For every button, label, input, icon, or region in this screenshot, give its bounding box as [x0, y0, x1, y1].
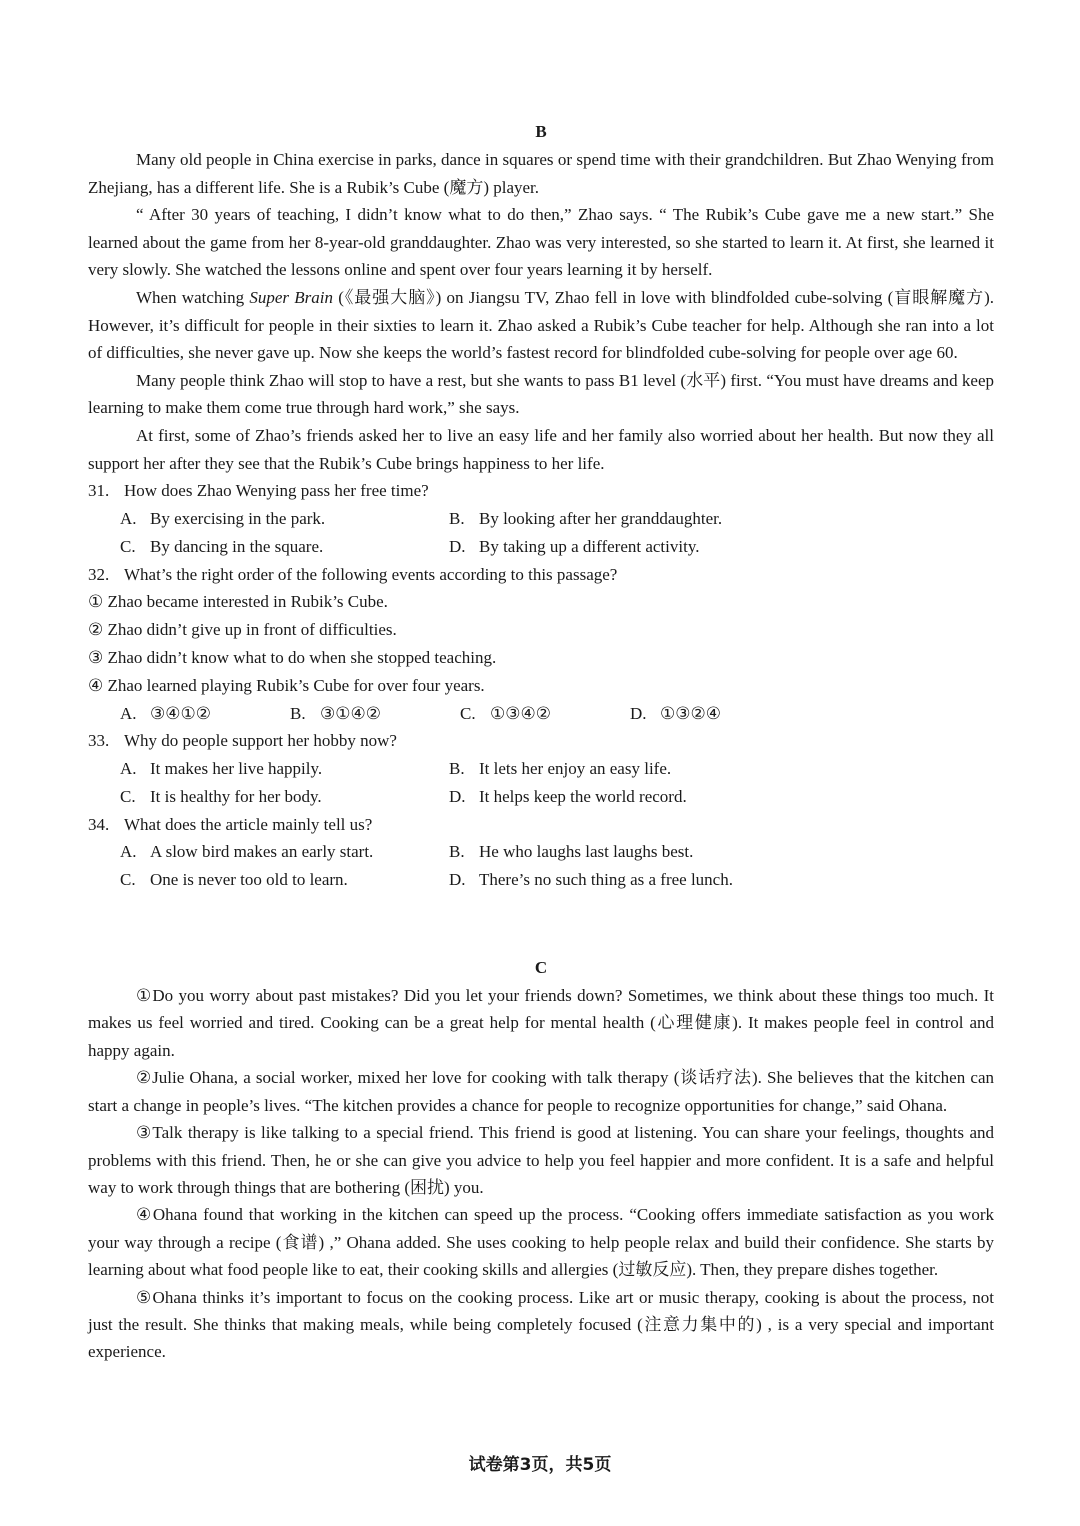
page-footer: 试卷第3页，共5页	[468, 1455, 612, 1475]
question-33-options-row-1	[88, 755, 994, 783]
option-a[interactable]: A. It makes her live happily.	[120, 759, 323, 779]
passage-b-paragraph-5: At first, some of Zhao’s friends asked her to live an easy life and her family also worried about her health. But now they all support her after they see that the Rubik’s Cube brings happiness to her life.	[88, 425, 994, 473]
question-34-options-row-2	[88, 866, 994, 894]
passage-c-paragraph-3: ③Talk therapy is like talking to a special friend. This friend is good at listening. You can share your feelings, thoughts and problems with this friend. Then, he or she can give you advice to help you feel happier and more confident. It is a safe and helpful way to work through things that are bothering (困扰) you.	[88, 1123, 994, 1197]
option-d[interactable]: D. ①③②④	[630, 703, 721, 723]
option-b[interactable]: B. By looking after her granddaughter.	[449, 508, 723, 528]
option-a[interactable]: A. By exercising in the park.	[120, 508, 326, 528]
option-d[interactable]: D. It helps keep the world record.	[449, 786, 687, 806]
passage-b-paragraph-3: When watching Super Brain (《最强大脑》) on Jiangsu TV, Zhao fell in love with blindfolded cube-solving (盲眼解魔方). However, it’s difficult for people in their sixties to learn it. Zhao asked a Rubik’s Cube teacher for help. Although she ran into a lot of difficulties, she never gave up. Now she keeps the world’s fastest record for blindfolded cube-solving for people over age 60.	[88, 287, 995, 363]
event-item-4: ④ Zhao learned playing Rubik’s Cube for over four years.	[88, 675, 485, 695]
option-c[interactable]: C. By dancing in the square.	[120, 536, 324, 556]
option-b[interactable]: B. ③①④②	[290, 703, 381, 723]
event-item-3: ③ Zhao didn’t know what to do when she stopped teaching.	[88, 647, 497, 667]
question-34: 34. What does the article mainly tell us?	[88, 814, 373, 834]
section-b-title: B	[535, 122, 547, 141]
question-32: 32. What’s the right order of the following events according to this passage?	[88, 564, 618, 584]
option-b[interactable]: B. He who laughs last laughs best.	[449, 842, 694, 862]
passage-c-paragraph-1: ①Do you worry about past mistakes? Did you let your friends down? Sometimes, we think about these things too much. It makes us feel worried and tired. Cooking can be a great help for mental health (心理健康). It makes people feel in control and happy again.	[88, 986, 994, 1060]
option-a[interactable]: A. ③④①②	[120, 703, 211, 723]
option-d[interactable]: D. There’s no such thing as a free lunch.	[449, 870, 733, 890]
passage-c-paragraph-5: ⑤Ohana thinks it’s important to focus on the cooking process. Like art or music therapy, cooking is about the process, not just the result. She thinks that making meals, while being completely focused (注意力集中的) , is a very special and important experience.	[88, 1287, 994, 1362]
exam-page	[88, 118, 994, 1366]
question-33: 33. Why do people support her hobby now?	[88, 731, 397, 751]
tv-show-title: Super Brain	[249, 287, 333, 307]
section-c-title: C	[534, 958, 548, 978]
option-d[interactable]: D. By taking up a different activity.	[449, 536, 700, 556]
option-b[interactable]: B. It lets her enjoy an easy life.	[449, 759, 672, 779]
question-34-options-row-1	[88, 838, 994, 866]
question-33-options-row-2	[88, 783, 994, 811]
passage-b-paragraph-1: Many old people in China exercise in parks, dance in squares or spend time with their grandchildren. But Zhao Wenying from Zhejiang, has a different life. She is a Rubik’s Cube (魔方) player.	[88, 150, 994, 197]
option-c[interactable]: C. One is never too old to learn.	[120, 870, 348, 890]
question-31: 31. How does Zhao Wenying pass her free time?	[88, 481, 429, 501]
option-c[interactable]: C. It is healthy for her body.	[120, 786, 322, 806]
option-a[interactable]: A. A slow bird makes an early start.	[120, 842, 374, 862]
passage-c-paragraph-2: ②Julie Ohana, a social worker, mixed her love for cooking with talk therapy (谈话疗法). She believes that the kitchen can start a change in people’s lives. “The kitchen provides a chance for people to recognize opportunities for change,” said Ohana.	[88, 1068, 994, 1115]
option-c[interactable]: C. ①③④②	[460, 703, 551, 723]
question-32-options-row	[88, 700, 994, 728]
question-31-options-row-2	[88, 533, 994, 561]
event-item-2: ② Zhao didn’t give up in front of difficulties.	[88, 620, 397, 640]
passage-c-paragraph-4: ④Ohana found that working in the kitchen can speed up the process. “Cooking offers immediate satisfaction as you work your way through a recipe (食谱) ,” Ohana added. She uses cooking to help people relax and build their confidence. She starts by learning about what food people like to eat, their cooking skills and allergies (过敏反应). Then, they prepare dishes together.	[88, 1205, 994, 1280]
passage-b-paragraph-2: “ After 30 years of teaching, I didn’t know what to do then,” Zhao says. “ The Rubik’s Cube gave me a new start.” She learned about the game from her 8-year-old granddaughter. Zhao was very interested, so she started to learn it. At first, she learned it very slowly. She watched the lessons online and spent over four years learning it by herself.	[88, 205, 994, 280]
question-31-options-row-1	[88, 505, 994, 533]
passage-b-paragraph-4: Many people think Zhao will stop to have a rest, but she wants to pass B1 level (水平) first. “You must have dreams and keep learning to make them come true through hard work,” she says.	[88, 370, 994, 418]
event-item-1: ① Zhao became interested in Rubik’s Cube.	[88, 592, 388, 612]
